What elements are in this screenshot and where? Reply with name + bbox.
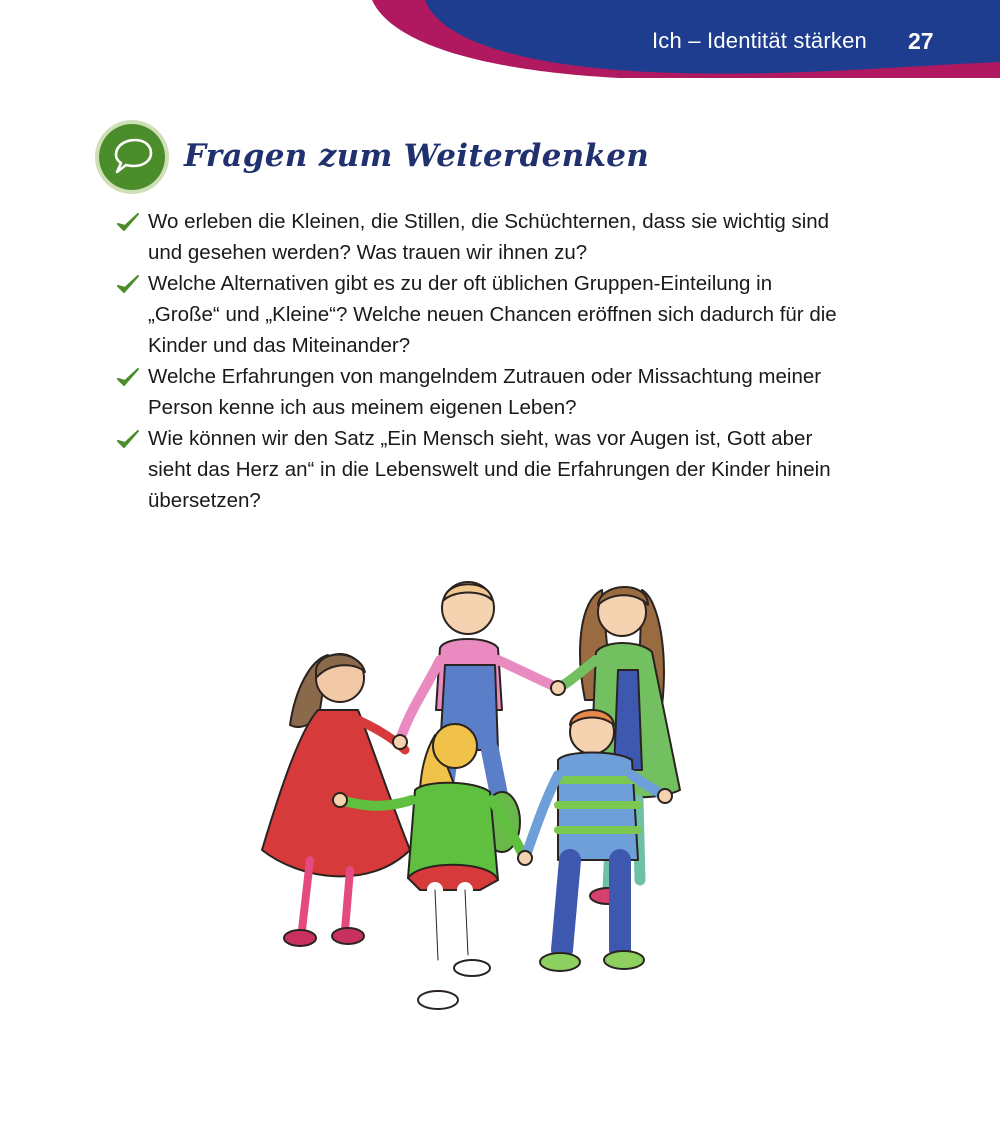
speech-bubble-icon [94,119,170,195]
questions-list [116,206,846,516]
section-title: Fragen zum Weiterdenken [184,138,650,174]
question-text: Welche Erfahrungen von mangelndem Zutrauen oder Missachtung meiner Person kenne ich aus meinem eigenen Leben? [148,365,822,419]
question-text: Wie können wir den Satz „Ein Mensch sieht, was vor Augen ist, Gott aber sieht das Herz an“ in die Lebenswelt und die Erfahrungen der Kinder hinein übersetzen? [148,427,831,512]
question-item [116,268,846,361]
question-item [116,206,846,268]
page-number: 27 [908,28,934,54]
checkmark-icon [116,212,140,234]
page-header [0,0,1000,100]
question-text: Welche Alternativen gibt es zu der oft üblichen Gruppen-Einteilung in „Große“ und „Kleine“? Welche neuen Chancen eröffnen sich dadurch für die Kinder und das Miteinander? [148,272,837,357]
question-item [116,361,846,423]
checkmark-icon [116,367,140,389]
checkmark-icon [116,429,140,451]
question-text: Wo erleben die Kleinen, die Stillen, die Schüchternen, dass sie wichtig sind und gesehen werden? Was trauen wir ihnen zu? [148,210,830,264]
checkmark-icon [116,274,140,296]
children-dancing-in-circle-illustration [240,560,740,1030]
running-header-section: Ich – Identität stärken [652,28,867,53]
question-item [116,423,846,516]
